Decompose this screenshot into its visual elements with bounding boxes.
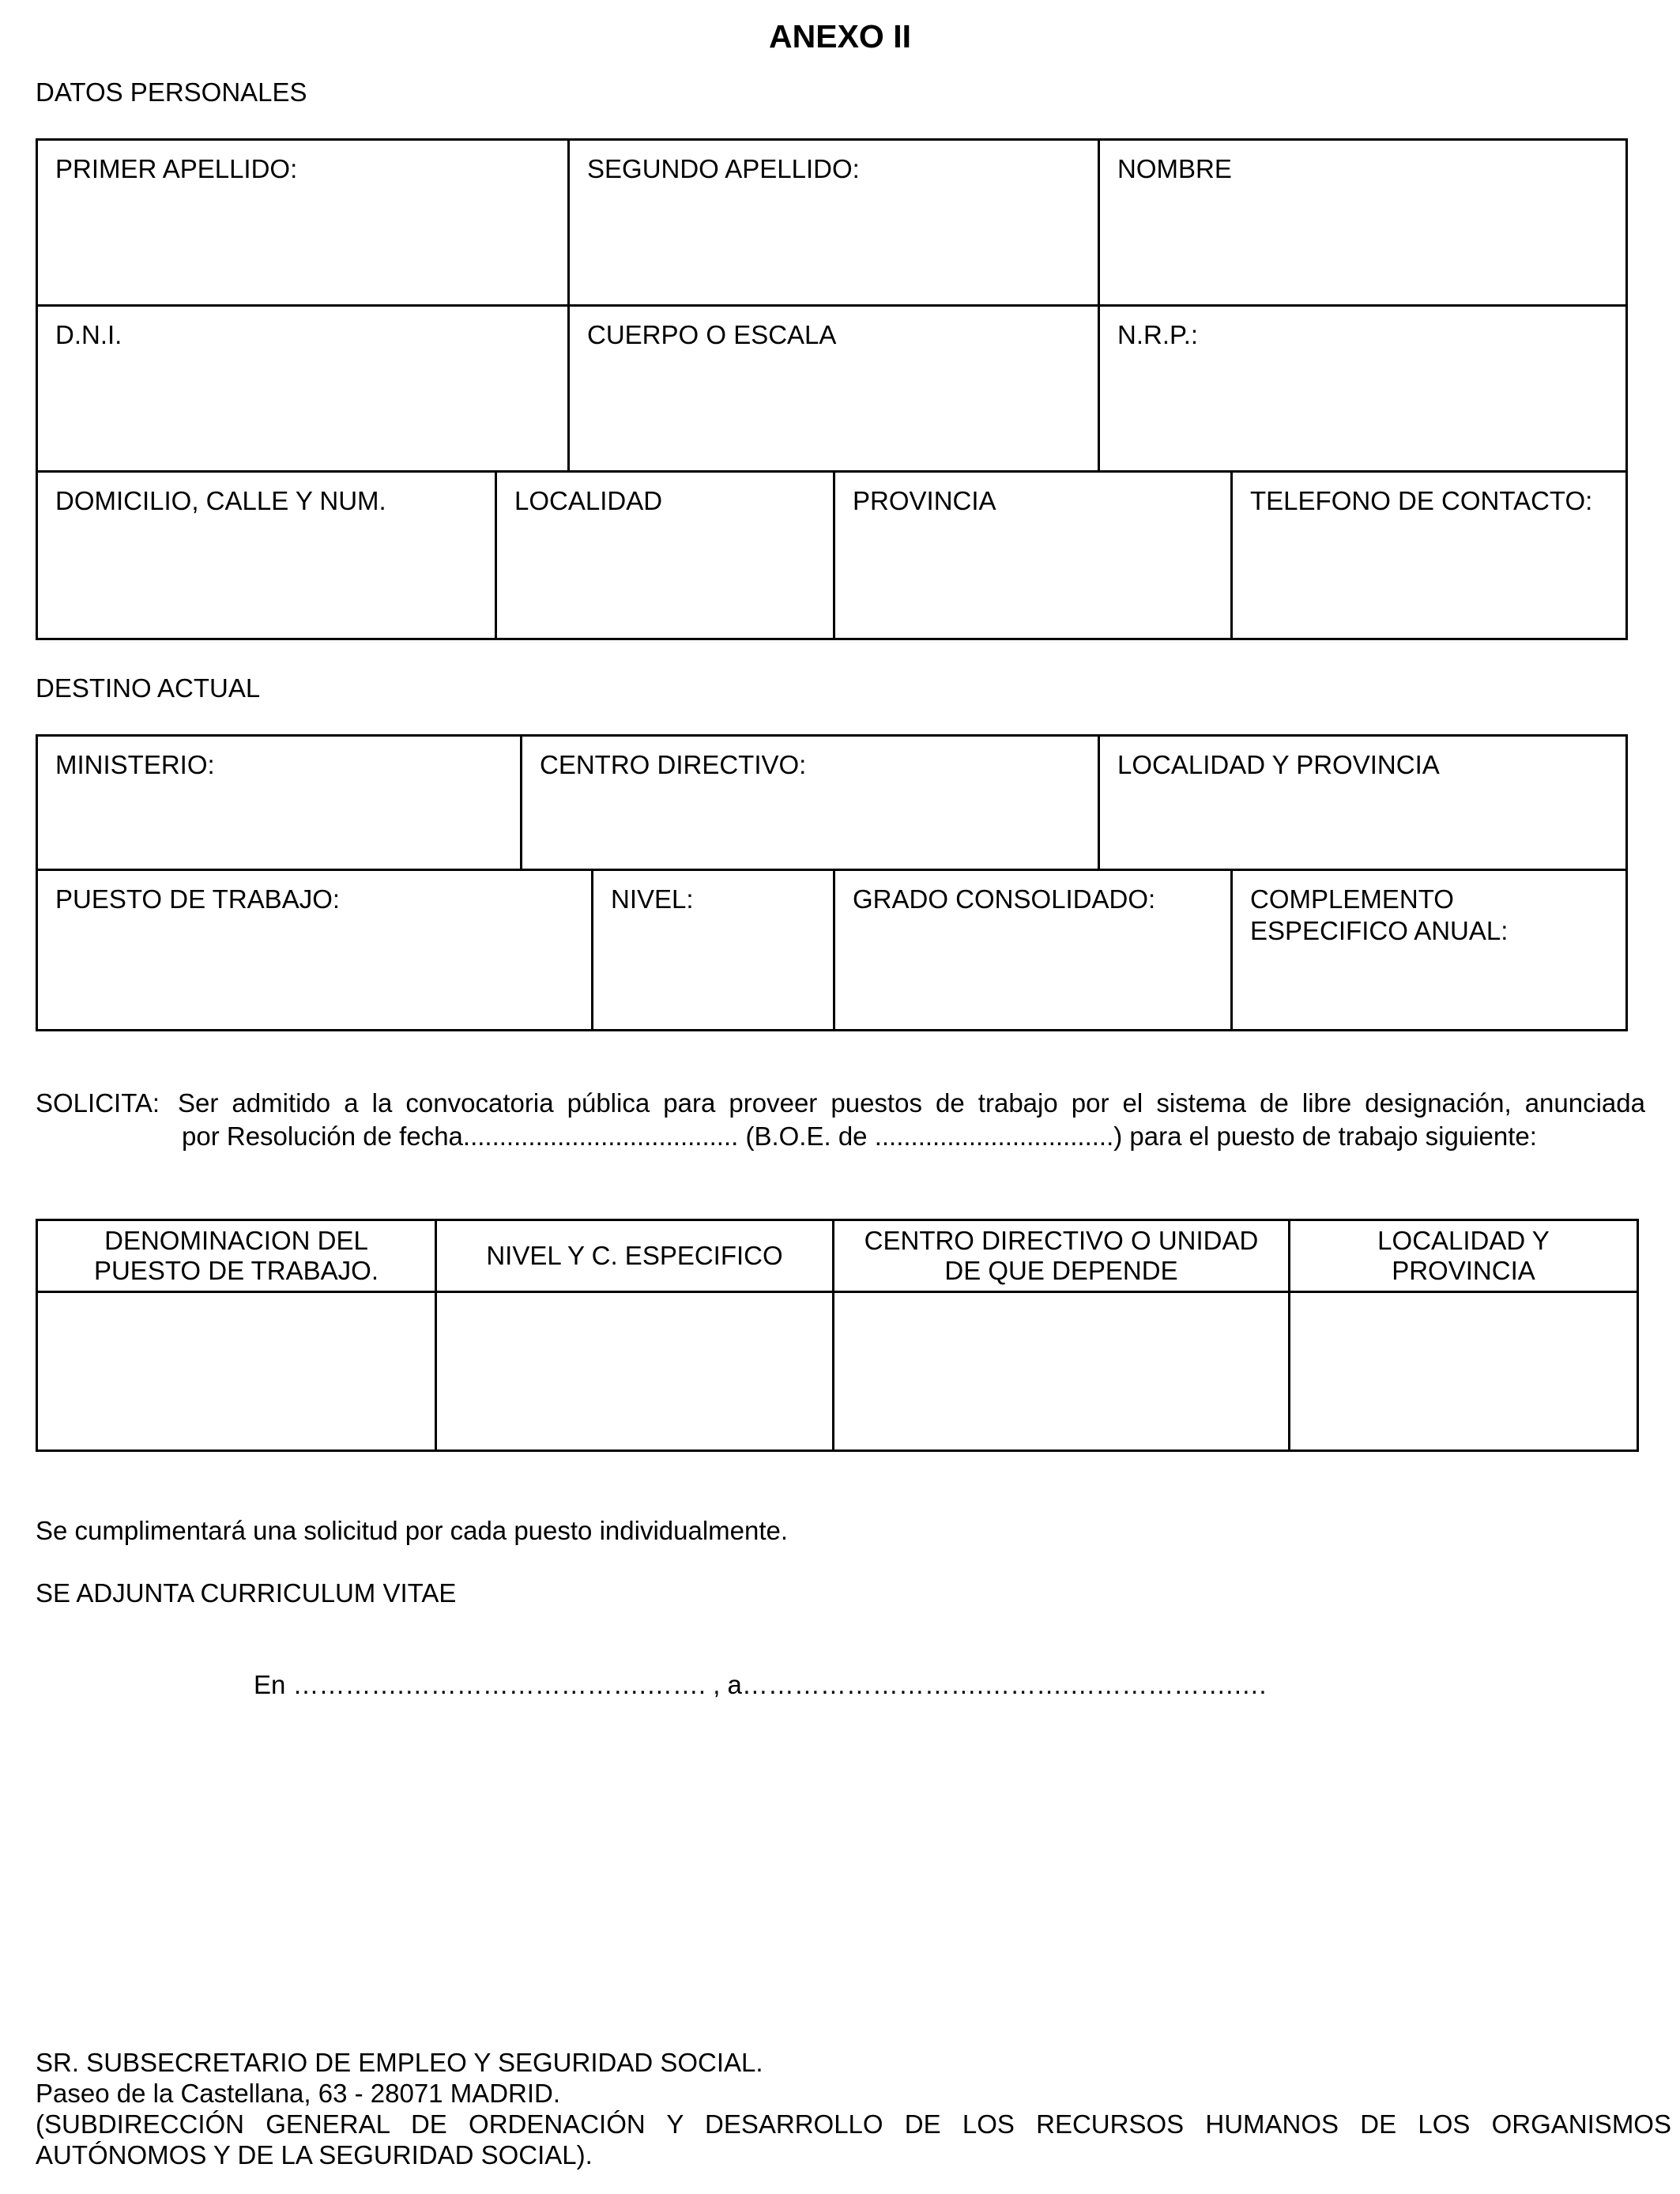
grado-consolidado-field[interactable]: GRADO CONSOLIDADO: (833, 869, 1230, 1029)
centro-directivo-field[interactable]: CENTRO DIRECTIVO: (520, 737, 1098, 869)
complemento-label-line2: ESPECIFICO ANUAL: (1250, 916, 1509, 945)
nivel-especifico-header-label: NIVEL Y C. ESPECIFICO (486, 1241, 783, 1270)
puesto-trabajo-field[interactable]: PUESTO DE TRABAJO: (38, 869, 591, 1029)
denominacion-input[interactable] (38, 1291, 435, 1449)
complemento-especifico-field[interactable] (1230, 869, 1625, 1029)
datos-personales-table (36, 138, 1628, 640)
note-text: Se cumplimentará una solicitud por cada puesto individualmente. (36, 1516, 789, 1545)
cuerpo-escala-field[interactable]: CUERPO O ESCALA (567, 304, 1098, 470)
page-title: ANEXO II (769, 18, 911, 55)
localidad-provincia-field[interactable]: LOCALIDAD Y PROVINCIA (1098, 737, 1625, 869)
curriculum-text: SE ADJUNTA CURRICULUM VITAE (36, 1578, 457, 1608)
destino-actual-heading: DESTINO ACTUAL (36, 673, 261, 703)
telefono-field[interactable]: TELEFONO DE CONTACTO: (1230, 470, 1625, 638)
centro-directivo-input[interactable] (832, 1291, 1288, 1449)
footer-addressee: SR. SUBSECRETARIO DE EMPLEO Y SEGURIDAD SOCIAL. (36, 2048, 763, 2077)
centro-directivo-header (832, 1221, 1288, 1291)
puesto-solicitado-table (36, 1219, 1639, 1452)
nrp-field[interactable]: N.R.P.: (1098, 304, 1625, 470)
localidad-field[interactable]: LOCALIDAD (495, 470, 833, 638)
centro-directivo-header-line1: CENTRO DIRECTIVO O UNIDAD (864, 1226, 1259, 1255)
ministerio-field[interactable]: MINISTERIO: (55, 750, 215, 779)
localidad-provincia-header (1288, 1221, 1637, 1291)
place-date-line[interactable]: En ………….……………………….……. , a……………………….……….……………….…. (254, 1670, 1267, 1699)
primer-apellido-field[interactable]: PRIMER APELLIDO: (55, 154, 298, 183)
dni-field[interactable]: D.N.I. (38, 304, 567, 470)
footer-address: Paseo de la Castellana, 63 - 28071 MADRID. (36, 2079, 561, 2108)
solicita-label: SOLICITA: (36, 1088, 160, 1118)
segundo-apellido-field[interactable]: SEGUNDO APELLIDO: (567, 141, 1098, 304)
denominacion-header (38, 1221, 435, 1291)
nivel-field[interactable]: NIVEL: (591, 869, 833, 1029)
nombre-field[interactable]: NOMBRE (1098, 141, 1625, 304)
centro-directivo-header-line2: DE QUE DEPENDE (944, 1256, 1178, 1285)
localidad-provincia-input[interactable] (1288, 1291, 1637, 1449)
footer-subdireccion-line2: AUTÓNOMOS Y DE LA SEGURIDAD SOCIAL). (36, 2140, 593, 2169)
localidad-provincia-header-line2: PROVINCIA (1392, 1256, 1535, 1285)
solicita-line1: Ser admitido a la convocatoria pública para proveer puestos de trabajo por el sistema de libre designación, anunciada (178, 1088, 1645, 1118)
nivel-especifico-header (435, 1221, 832, 1291)
datos-personales-heading: DATOS PERSONALES (36, 77, 307, 107)
localidad-provincia-header-line1: LOCALIDAD Y (1377, 1226, 1550, 1255)
denominacion-header-line2: PUESTO DE TRABAJO. (93, 1256, 379, 1285)
solicita-line2: por Resolución de fecha...................................... (B.O.E. de .................................) para el puesto de trabajo siguiente: (182, 1122, 1537, 1151)
nivel-especifico-input[interactable] (435, 1291, 832, 1449)
footer-subdireccion-line1: (SUBDIRECCIÓN GENERAL DE ORDENACIÓN Y DESARROLLO DE LOS RECURSOS HUMANOS DE LOS ORGANISMOS (36, 2109, 1671, 2139)
provincia-field[interactable]: PROVINCIA (833, 470, 1230, 638)
destino-actual-table (36, 734, 1628, 1031)
domicilio-field[interactable]: DOMICILIO, CALLE Y NUM. (38, 470, 495, 638)
complemento-label-line1: COMPLEMENTO (1250, 884, 1454, 914)
denominacion-header-line1: DENOMINACION DEL (104, 1226, 368, 1255)
